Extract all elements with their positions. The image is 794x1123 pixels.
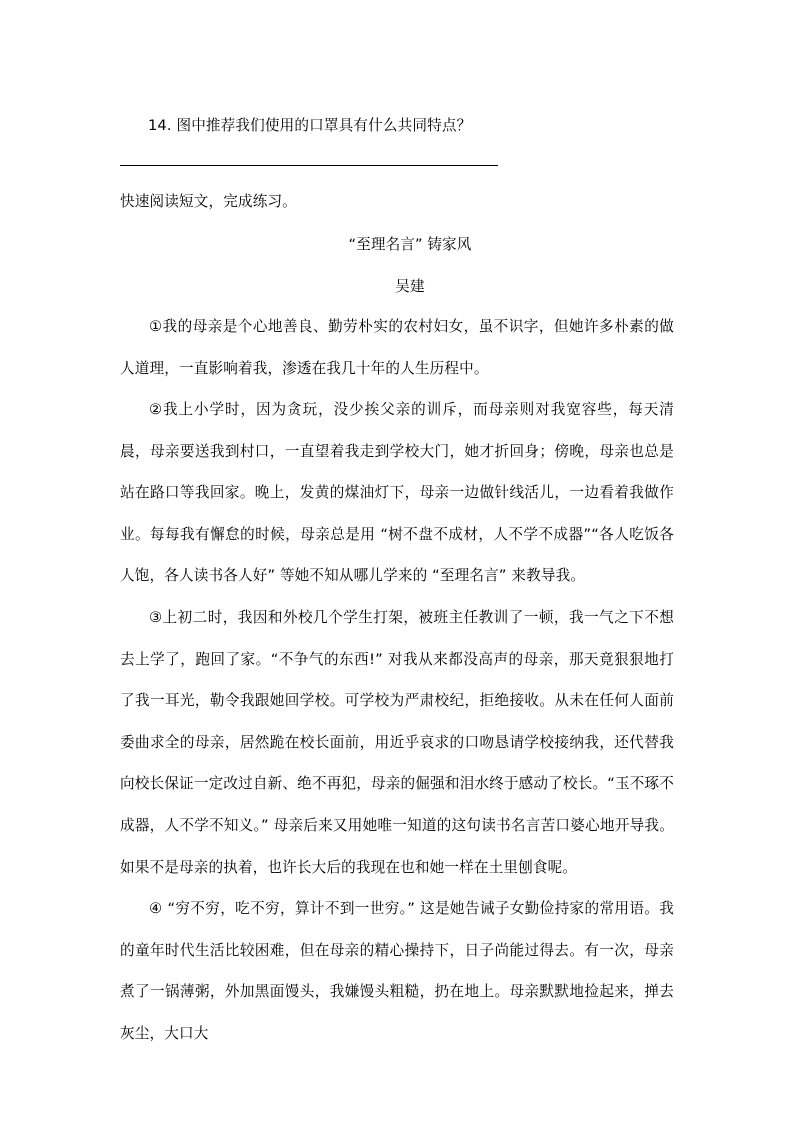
answer-line[interactable]	[120, 165, 498, 166]
paragraph-4: ④ “穷不穷，吃不穷，算计不到一世穷。” 这是她告诫子女勤俭持家的常用语。我的童年时代生活比较困难，但在母亲的精心操持下，日子尚能过得去。有一次，母亲煮了一锅薄粥，外加黑面馒头，我嫌馒头粗糙，扔在地上。母亲默默地捡起来，掸去灰尘，大口大	[120, 900, 674, 1042]
question-14: 14. 图中推荐我们使用的口罩具有什么共同特点？	[148, 117, 472, 134]
article-author: 吴建	[395, 278, 425, 295]
paragraph-2: ②我上小学时，因为贪玩，没少挨父亲的训斥，而母亲则对我宽容些，每天清晨，母亲要送我到村口，一直望着我走到学校大门，她才折回身；傍晚，母亲也总是站在路口等我回家。晚上，发黄的煤油灯下，母亲一边做针线活儿，一边看着我做作业。每每我有懈怠的时候，母亲总是用 “树不盘不成材，人不学不成器”“各人吃饭各人饱，各人读书各人好” 等她不知从哪儿学来的 “至理名言” 来教导我。	[120, 401, 674, 585]
paragraph-1: ①我的母亲是个心地善良、勤劳朴实的农村妇女，虽不识字，但她许多朴素的做人道理，一直影响着我，渗透在我几十年的人生历程中。	[120, 318, 674, 377]
reading-instruction: 快速阅读短文，完成练习。	[120, 193, 297, 210]
paragraph-3: ③上初二时，我因和外校几个学生打架，被班主任教训了一顿，我一气之下不想去上学了，跑回了家。“不争气的东西!” 对我从来都没高声的母亲，那天竟狠狠地打了我一耳光，勒令我跟她回学校。可学校为严肃校纪，拒绝接收。从未在任何人面前委曲求全的母亲，居然跪在校长面前，用近乎哀求的口吻恳请学校接纳我，还代替我向校长保证一定改过自新、绝不再犯，母亲的倔强和泪水终于感动了校长。“玉不琢不成器，人不学不知义。” 母亲后来又用她唯一知道的这句读书名言苦口婆心地开导我。如果不是母亲的执着，也许长大后的我现在也和她一样在土里刨食呢。	[120, 609, 674, 876]
article-title: “至理名言” 铸家风	[348, 236, 472, 253]
